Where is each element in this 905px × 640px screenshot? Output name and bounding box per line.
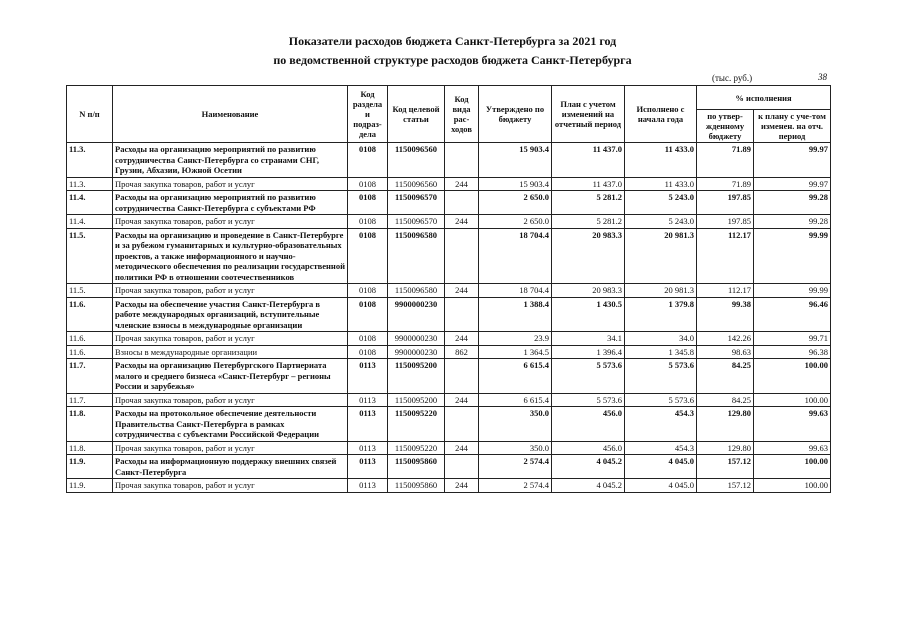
table-row: [67, 407, 831, 442]
cell-approved: 23.9: [479, 332, 552, 346]
document-title-line1: Показатели расходов бюджета Санкт-Петербурга за 2021 год: [288, 34, 617, 48]
cell-num: 11.3.: [67, 143, 113, 178]
cell-executed: 11 433.0: [625, 177, 697, 191]
table-row: [67, 284, 831, 298]
table-row: [67, 393, 831, 407]
table-row: [67, 177, 831, 191]
units-label: (тыс. руб.): [712, 73, 753, 83]
cell-approved: 1 388.4: [479, 297, 552, 332]
cell-plan: 456.0: [552, 441, 625, 455]
document-title-line2: по ведомственной структуре расходов бюджета Санкт-Петербурга: [273, 53, 632, 67]
cell-approved: 2 650.0: [479, 215, 552, 229]
cell-pct-approved: 99.38: [697, 297, 754, 332]
table-row: [67, 228, 831, 284]
cell-pct-plan: 99.28: [754, 215, 831, 229]
cell-pct-approved: 157.12: [697, 455, 754, 479]
cell-plan: 20 983.3: [552, 284, 625, 298]
table-row: [67, 215, 831, 229]
cell-name: Взносы в международные организации: [113, 345, 348, 359]
cell-pct-approved: 129.80: [697, 441, 754, 455]
col-header-pct-approved: по утвер-жденному бюджету: [697, 110, 754, 143]
cell-pct-plan: 99.71: [754, 332, 831, 346]
table-row: [67, 191, 831, 215]
cell-target-code: 9900000230: [388, 345, 445, 359]
cell-target-code: 1150095200: [388, 359, 445, 394]
cell-pct-approved: 142.26: [697, 332, 754, 346]
cell-num: 11.5.: [67, 284, 113, 298]
cell-type-code: [445, 143, 479, 178]
cell-pct-plan: 96.38: [754, 345, 831, 359]
cell-name: Прочая закупка товаров, работ и услуг: [113, 441, 348, 455]
cell-pct-approved: 129.80: [697, 407, 754, 442]
cell-num: 11.6.: [67, 345, 113, 359]
cell-executed: 1 345.8: [625, 345, 697, 359]
cell-name: Прочая закупка товаров, работ и услуг: [113, 284, 348, 298]
cell-approved: 350.0: [479, 407, 552, 442]
cell-plan: 5 573.6: [552, 359, 625, 394]
cell-name: Расходы на обеспечение участия Санкт-Петербурга в работе международных организаций, вступительные членские взносы в международные организации: [113, 297, 348, 332]
cell-pct-plan: 100.00: [754, 359, 831, 394]
cell-target-code: 1150096560: [388, 177, 445, 191]
cell-executed: 454.3: [625, 441, 697, 455]
cell-type-code: 244: [445, 441, 479, 455]
cell-type-code: 862: [445, 345, 479, 359]
cell-type-code: 244: [445, 215, 479, 229]
cell-executed: 20 981.3: [625, 228, 697, 284]
cell-name: Расходы на организацию Петербургского Партнериата малого и среднего бизнеса «Санкт-Петербург – регионы России и зарубежья»: [113, 359, 348, 394]
cell-name: Расходы на организацию мероприятий по развитию сотрудничества Санкт-Петербурга с субъектами РФ: [113, 191, 348, 215]
cell-executed: 4 045.0: [625, 455, 697, 479]
cell-section-code: 0108: [348, 143, 388, 178]
cell-pct-approved: 112.17: [697, 228, 754, 284]
col-header-pct-group: % исполнения: [697, 86, 831, 110]
cell-num: 11.6.: [67, 297, 113, 332]
cell-type-code: 244: [445, 479, 479, 493]
cell-target-code: 1150095220: [388, 441, 445, 455]
cell-num: 11.3.: [67, 177, 113, 191]
cell-approved: 6 615.4: [479, 359, 552, 394]
cell-pct-plan: 99.63: [754, 441, 831, 455]
cell-section-code: 0108: [348, 345, 388, 359]
cell-pct-approved: 84.25: [697, 359, 754, 394]
cell-approved: 2 650.0: [479, 191, 552, 215]
col-header-executed: Исполнено с начала года: [625, 86, 697, 143]
cell-executed: 34.0: [625, 332, 697, 346]
cell-type-code: 244: [445, 284, 479, 298]
cell-num: 11.7.: [67, 359, 113, 394]
cell-num: 11.9.: [67, 479, 113, 493]
col-header-approved: Утверждено по бюджету: [479, 86, 552, 143]
cell-section-code: 0113: [348, 407, 388, 442]
col-header-type: Код вида рас-ходов: [445, 86, 479, 143]
cell-type-code: [445, 191, 479, 215]
cell-type-code: [445, 228, 479, 284]
cell-plan: 5 281.2: [552, 215, 625, 229]
cell-name: Расходы на организацию и проведение в Санкт-Петербурге и за рубежом гуманитарных и культурно-образовательных проектов, а также информационного и научно-методического обеспечения по реализации государственной политики РФ в отношении соотечественников: [113, 228, 348, 284]
table-row: [67, 441, 831, 455]
col-header-target: Код целевой статьи: [388, 86, 445, 143]
cell-num: 11.8.: [67, 441, 113, 455]
cell-executed: 5 573.6: [625, 393, 697, 407]
cell-name: Прочая закупка товаров, работ и услуг: [113, 479, 348, 493]
cell-target-code: 1150096580: [388, 228, 445, 284]
cell-name: Прочая закупка товаров, работ и услуг: [113, 177, 348, 191]
cell-num: 11.9.: [67, 455, 113, 479]
col-header-pct-plan: к плану с уче-том изменен. на отч. период: [754, 110, 831, 143]
cell-section-code: 0113: [348, 393, 388, 407]
cell-approved: 6 615.4: [479, 393, 552, 407]
cell-executed: 5 573.6: [625, 359, 697, 394]
cell-executed: 20 981.3: [625, 284, 697, 298]
cell-pct-approved: 157.12: [697, 479, 754, 493]
cell-type-code: [445, 407, 479, 442]
cell-approved: 18 704.4: [479, 284, 552, 298]
cell-plan: 1 396.4: [552, 345, 625, 359]
cell-pct-plan: 99.99: [754, 284, 831, 298]
cell-pct-approved: 84.25: [697, 393, 754, 407]
cell-plan: 34.1: [552, 332, 625, 346]
cell-target-code: 1150096580: [388, 284, 445, 298]
cell-section-code: 0108: [348, 215, 388, 229]
cell-pct-plan: 99.28: [754, 191, 831, 215]
cell-approved: 2 574.4: [479, 455, 552, 479]
table-row: [67, 479, 831, 493]
cell-section-code: 0108: [348, 228, 388, 284]
cell-name: Прочая закупка товаров, работ и услуг: [113, 393, 348, 407]
col-header-plan: План с учетом изменений на отчетный период: [552, 86, 625, 143]
col-header-section: Код раздела и подраз-дела: [348, 86, 388, 143]
cell-plan: 20 983.3: [552, 228, 625, 284]
cell-num: 11.7.: [67, 393, 113, 407]
cell-name: Расходы на протокольное обеспечение деятельности Правительства Санкт-Петербурга в рамках сотрудничества с субъектами Российской Федерации: [113, 407, 348, 442]
cell-pct-plan: 100.00: [754, 479, 831, 493]
cell-approved: 15 903.4: [479, 177, 552, 191]
table-row: [67, 455, 831, 479]
cell-pct-plan: 96.46: [754, 297, 831, 332]
cell-approved: 18 704.4: [479, 228, 552, 284]
cell-name: Расходы на информационную поддержку внешних связей Санкт-Петербурга: [113, 455, 348, 479]
table-row: [67, 332, 831, 346]
cell-plan: 5 573.6: [552, 393, 625, 407]
cell-executed: 454.3: [625, 407, 697, 442]
cell-target-code: 9900000230: [388, 332, 445, 346]
page-number: 38: [818, 72, 827, 82]
table-row: [67, 359, 831, 394]
cell-executed: 4 045.0: [625, 479, 697, 493]
cell-plan: 4 045.2: [552, 479, 625, 493]
cell-pct-approved: 71.89: [697, 143, 754, 178]
cell-name: Расходы на организацию мероприятий по развитию сотрудничества Санкт-Петербурга со странами СНГ, Грузии, Абхазии, Южной Осетии: [113, 143, 348, 178]
col-header-name: Наименование: [113, 86, 348, 143]
cell-approved: 2 574.4: [479, 479, 552, 493]
cell-pct-approved: 71.89: [697, 177, 754, 191]
cell-section-code: 0108: [348, 297, 388, 332]
cell-pct-plan: 100.00: [754, 455, 831, 479]
cell-pct-plan: 99.99: [754, 228, 831, 284]
cell-approved: 1 364.5: [479, 345, 552, 359]
cell-pct-plan: 99.63: [754, 407, 831, 442]
cell-num: 11.4.: [67, 215, 113, 229]
col-header-num: N п/п: [67, 86, 113, 143]
cell-plan: 4 045.2: [552, 455, 625, 479]
cell-pct-plan: 99.97: [754, 143, 831, 178]
cell-name: Прочая закупка товаров, работ и услуг: [113, 215, 348, 229]
cell-executed: 1 379.8: [625, 297, 697, 332]
cell-target-code: 9900000230: [388, 297, 445, 332]
cell-num: 11.8.: [67, 407, 113, 442]
cell-approved: 15 903.4: [479, 143, 552, 178]
cell-executed: 11 433.0: [625, 143, 697, 178]
cell-plan: 5 281.2: [552, 191, 625, 215]
cell-num: 11.6.: [67, 332, 113, 346]
cell-plan: 1 430.5: [552, 297, 625, 332]
cell-section-code: 0113: [348, 479, 388, 493]
cell-section-code: 0113: [348, 441, 388, 455]
cell-type-code: 244: [445, 332, 479, 346]
cell-name: Прочая закупка товаров, работ и услуг: [113, 332, 348, 346]
cell-pct-plan: 99.97: [754, 177, 831, 191]
cell-section-code: 0108: [348, 284, 388, 298]
cell-section-code: 0108: [348, 177, 388, 191]
cell-approved: 350.0: [479, 441, 552, 455]
cell-plan: 11 437.0: [552, 177, 625, 191]
table-row: [67, 143, 831, 178]
cell-section-code: 0113: [348, 359, 388, 394]
cell-pct-plan: 100.00: [754, 393, 831, 407]
cell-type-code: [445, 359, 479, 394]
cell-type-code: 244: [445, 177, 479, 191]
cell-pct-approved: 197.85: [697, 215, 754, 229]
cell-plan: 11 437.0: [552, 143, 625, 178]
cell-executed: 5 243.0: [625, 215, 697, 229]
cell-pct-approved: 197.85: [697, 191, 754, 215]
cell-type-code: 244: [445, 393, 479, 407]
cell-num: 11.4.: [67, 191, 113, 215]
cell-section-code: 0108: [348, 191, 388, 215]
cell-type-code: [445, 455, 479, 479]
cell-pct-approved: 112.17: [697, 284, 754, 298]
cell-section-code: 0108: [348, 332, 388, 346]
cell-type-code: [445, 297, 479, 332]
cell-num: 11.5.: [67, 228, 113, 284]
cell-pct-approved: 98.63: [697, 345, 754, 359]
table-row: [67, 297, 831, 332]
cell-target-code: 1150095860: [388, 479, 445, 493]
cell-target-code: 1150095860: [388, 455, 445, 479]
cell-target-code: 1150096570: [388, 191, 445, 215]
cell-section-code: 0113: [348, 455, 388, 479]
cell-target-code: 1150096560: [388, 143, 445, 178]
cell-executed: 5 243.0: [625, 191, 697, 215]
cell-target-code: 1150095200: [388, 393, 445, 407]
budget-table: [66, 85, 831, 493]
cell-target-code: 1150096570: [388, 215, 445, 229]
table-row: [67, 345, 831, 359]
cell-plan: 456.0: [552, 407, 625, 442]
cell-target-code: 1150095220: [388, 407, 445, 442]
